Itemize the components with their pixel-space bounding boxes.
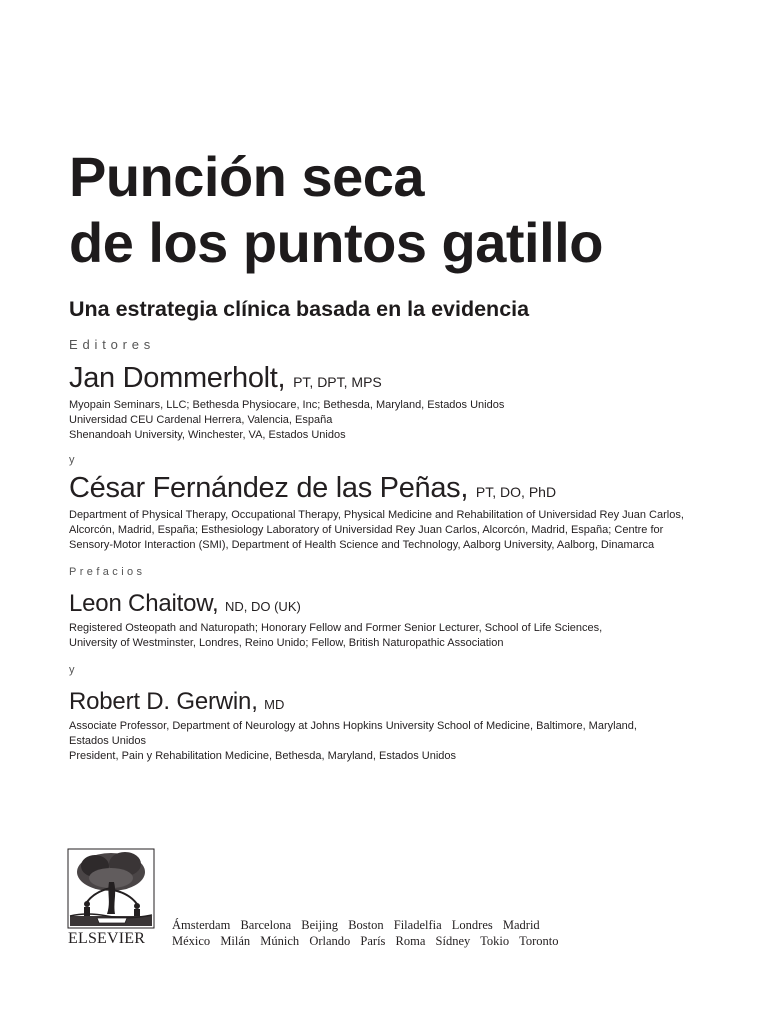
city: Roma [395, 934, 426, 948]
preface-author-1-name-line [69, 590, 739, 621]
editors-label: Editores [69, 337, 156, 352]
editor-2-name: César Fernández de las Peñas, [69, 472, 469, 504]
city: Múnich [260, 934, 300, 948]
editor-1-affiliation-3: Shenandoah University, Winchester, VA, Estados Unidos [69, 429, 346, 441]
publisher-name: ELSEVIER [68, 930, 146, 947]
preface-author-2 [69, 688, 739, 764]
preface-author-2-name: Robert D. Gerwin, [69, 688, 258, 715]
editor-2-name-line [69, 472, 739, 508]
preface-author-1-affiliation-2: University of Westminster, Londres, Reino Unido; Fellow, British Naturopathic Association [69, 637, 504, 649]
editor-1-credentials: PT, DPT, MPS [293, 374, 382, 390]
city: Beijing [301, 918, 339, 932]
preface-author-1-affiliation-1: Registered Osteopath and Naturopath; Honorary Fellow and Former Senior Lecturer, School of Life Sciences, [69, 622, 603, 634]
editor-1-name-line [69, 362, 739, 398]
preface-author-2-affiliation-3: President, Pain y Rehabilitation Medicine, Bethesda, Maryland, Estados Unidos [69, 750, 457, 762]
city: Tokio [480, 934, 510, 948]
prefaces-label: Prefacios [69, 566, 146, 578]
editor-2-credentials: PT, DO, PhD [475, 484, 557, 500]
city: Toronto [519, 934, 559, 948]
editor-2-affiliation-1: Department of Physical Therapy, Occupational Therapy, Physical Medicine and Rehabilitation of Universidad Rey Juan Carlos, [69, 509, 684, 521]
preface-author-2-affiliation-1: Associate Professor, Department of Neurology at Johns Hopkins University School of Medicine, Baltimore, Maryland, [69, 720, 637, 732]
connector-y-2: y [69, 664, 75, 676]
city: Londres [451, 918, 493, 932]
book-title-line-1: Punción seca [69, 145, 425, 208]
city: Sídney [435, 934, 471, 948]
city: Orlando [309, 934, 351, 948]
city: Filadelfia [393, 918, 442, 932]
editor-1-affiliation-1: Myopain Seminars, LLC; Bethesda Physiocare, Inc; Bethesda, Maryland, Estados Unidos [69, 399, 505, 411]
book-title-line-2: de los puntos gatillo [69, 211, 603, 274]
editor-2-affiliation-3: Sensory-Motor Interaction (SMI), Department of Health Science and Technology, Aalborg University, Aalborg, Dinamarca [69, 539, 655, 551]
editor-1-name: Jan Dommerholt, [69, 362, 286, 394]
city: Barcelona [240, 918, 292, 932]
preface-author-1-name: Leon Chaitow, [69, 590, 219, 617]
publisher-cities-row-2 [172, 934, 592, 949]
preface-author-1 [69, 590, 739, 651]
book-title [69, 144, 603, 276]
city: París [360, 934, 386, 948]
preface-author-2-credentials: MD [264, 697, 285, 712]
preface-author-2-affiliation-2: Estados Unidos [69, 735, 147, 747]
preface-author-1-credentials: ND, DO (UK) [224, 599, 301, 614]
publisher-cities-row-1 [172, 918, 592, 933]
city: Milán [220, 934, 251, 948]
editor-1 [69, 362, 739, 443]
city: Ámsterdam [172, 918, 231, 932]
editor-2-affiliation-2: Alcorcón, Madrid, España; Esthesiology Laboratory of Universidad Rey Juan Carlos, Alcorcón, Madrid, España; Centre for [69, 524, 664, 536]
preface-author-2-name-line [69, 688, 739, 719]
connector-y-1: y [69, 454, 75, 466]
city: México [172, 934, 211, 948]
city: Madrid [502, 918, 540, 932]
editor-1-affiliation-2: Universidad CEU Cardenal Herrera, Valencia, España [69, 414, 333, 426]
editor-2 [69, 472, 739, 553]
book-subtitle: Una estrategia clínica basada en la evidencia [69, 297, 530, 321]
city: Boston [348, 918, 384, 932]
